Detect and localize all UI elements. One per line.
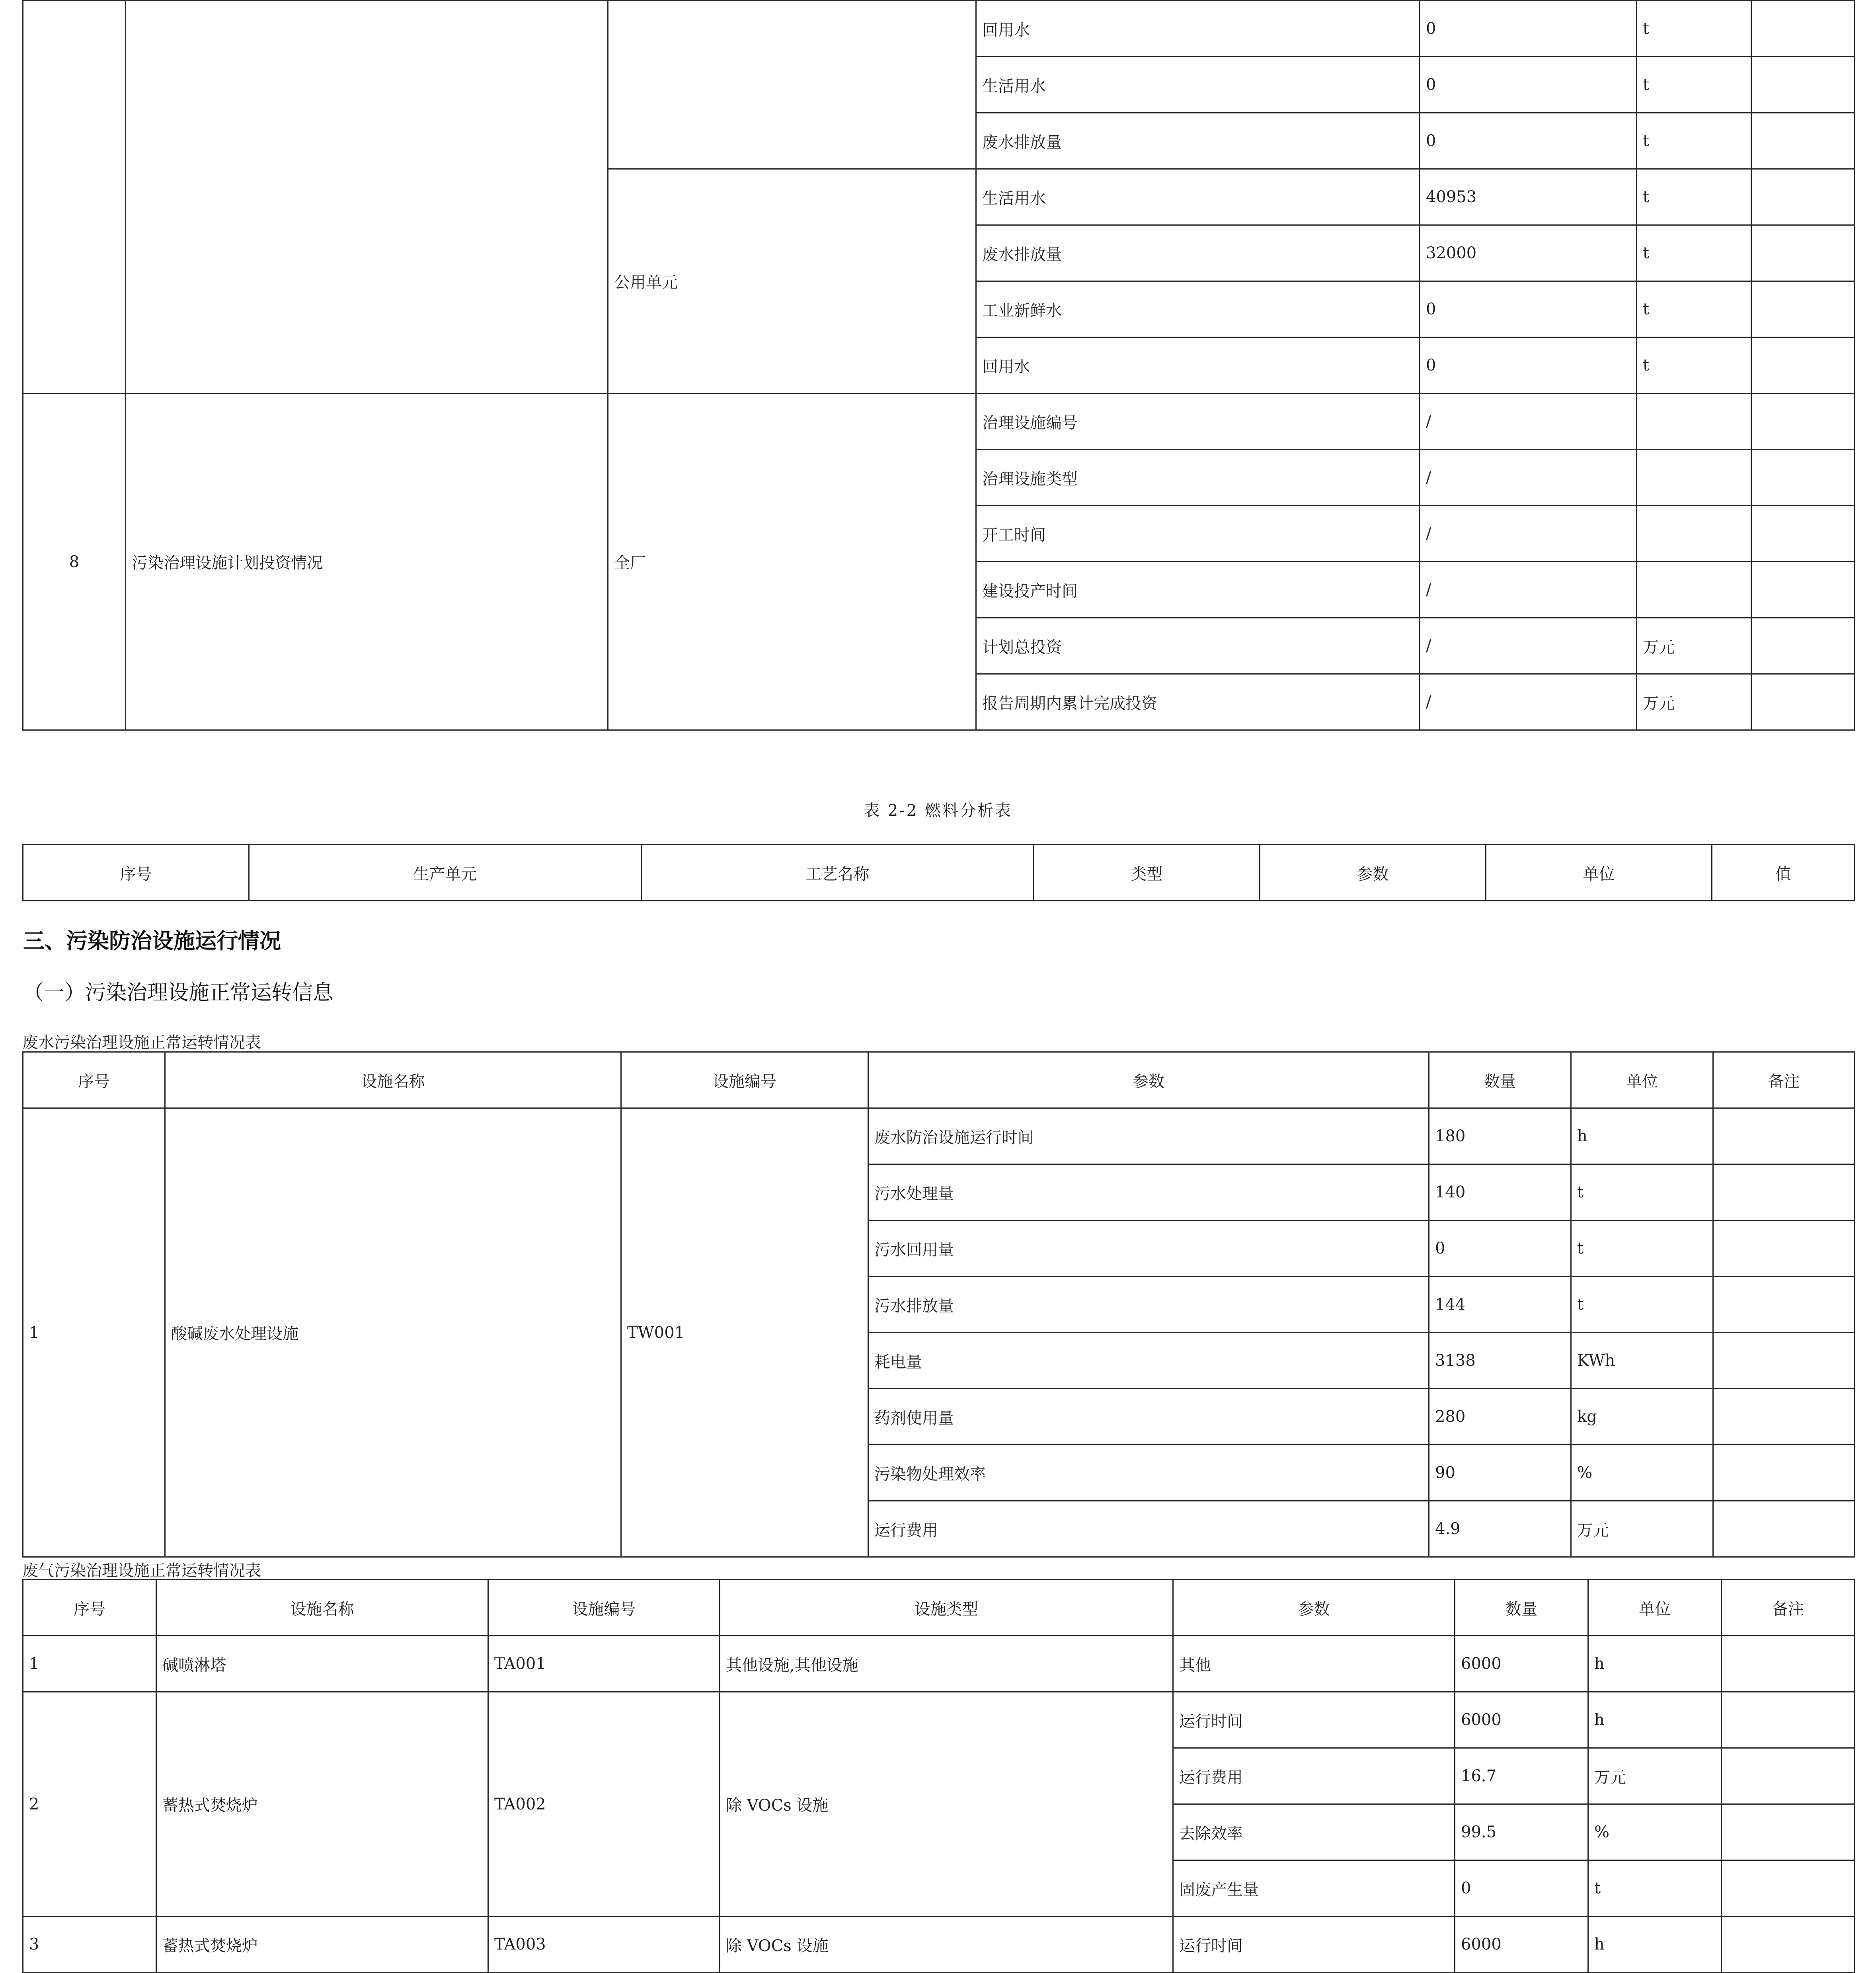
qty-cell: 140 [1429, 1164, 1571, 1220]
seq-cell: 1 [23, 1636, 156, 1692]
column-header: 单位 [1486, 845, 1712, 901]
qty-cell: 0 [1420, 113, 1637, 169]
param-cell: 计划总投资 [976, 618, 1420, 674]
qty-cell: 4.9 [1429, 1501, 1571, 1557]
column-header: 参数 [1173, 1580, 1455, 1636]
unit-value-cell [1637, 506, 1751, 562]
table-row [23, 1916, 1855, 1973]
param-cell: 运行费用 [1173, 1748, 1455, 1804]
column-header: 生产单元 [249, 845, 642, 901]
facility-name-cell: 蓄热式焚烧炉 [156, 1692, 488, 1916]
param-cell: 生活用水 [976, 57, 1420, 113]
column-header: 设施名称 [165, 1052, 621, 1108]
param-cell: 废水排放量 [976, 113, 1420, 169]
qty-cell: 3138 [1429, 1333, 1571, 1389]
column-header: 序号 [23, 1580, 156, 1636]
param-cell: 生活用水 [976, 169, 1420, 225]
remark-cell [1722, 1692, 1855, 1748]
remark-cell [1751, 113, 1855, 169]
column-header: 工艺名称 [642, 845, 1034, 901]
unit-value-cell: t [1637, 57, 1751, 113]
table-row [23, 1636, 1855, 1692]
unit-value-cell: h [1588, 1916, 1722, 1973]
qty-cell: 6000 [1455, 1636, 1588, 1692]
param-cell: 废水排放量 [976, 225, 1420, 281]
unit-value-cell: kg [1571, 1389, 1713, 1445]
param-cell: 开工时间 [976, 506, 1420, 562]
unit-value-cell: % [1588, 1804, 1722, 1860]
qty-cell: / [1420, 394, 1637, 450]
unit-value-cell [1637, 394, 1751, 450]
table-row [23, 1, 1855, 57]
seq-cell: 8 [23, 394, 126, 730]
fuel-table-caption: 表 2-2 燃料分析表 [864, 801, 1012, 820]
unit-value-cell: KWh [1571, 1333, 1713, 1389]
unit-cell: 全厂 [608, 394, 976, 730]
facility-code-cell: TW001 [621, 1108, 868, 1557]
unit-value-cell: h [1571, 1108, 1713, 1164]
unit-value-cell: t [1571, 1277, 1713, 1333]
remark-cell [1713, 1445, 1855, 1501]
remark-cell [1751, 281, 1855, 337]
unit-value-cell: t [1637, 169, 1751, 225]
remark-cell [1713, 1333, 1855, 1389]
unit-value-cell [1637, 562, 1751, 618]
unit-cell [608, 1, 976, 169]
param-cell: 废水防治设施运行时间 [868, 1108, 1429, 1164]
param-cell: 运行时间 [1173, 1916, 1455, 1973]
seq-cell [23, 1, 126, 394]
qty-cell: / [1420, 506, 1637, 562]
facility-name-cell: 蓄热式焚烧炉 [156, 1916, 488, 1973]
seq-cell: 1 [23, 1108, 165, 1557]
remark-cell [1751, 674, 1855, 730]
facility-type-cell: 除 VOCs 设施 [720, 1692, 1173, 1916]
qty-cell: 180 [1429, 1108, 1571, 1164]
param-cell: 报告周期内累计完成投资 [976, 674, 1420, 730]
param-cell: 污水处理量 [868, 1164, 1429, 1220]
table-row [23, 1692, 1855, 1748]
table-row [23, 394, 1855, 450]
param-cell: 污水排放量 [868, 1277, 1429, 1333]
remark-cell [1722, 1860, 1855, 1916]
column-header: 数量 [1429, 1052, 1571, 1108]
remark-cell [1713, 1389, 1855, 1445]
column-header: 序号 [23, 845, 249, 901]
remark-cell [1722, 1916, 1855, 1973]
qty-cell: 16.7 [1455, 1748, 1588, 1804]
remark-cell [1713, 1501, 1855, 1557]
param-cell: 去除效率 [1173, 1804, 1455, 1860]
qty-cell: 0 [1429, 1220, 1571, 1277]
qty-cell: 40953 [1420, 169, 1637, 225]
qty-cell: / [1420, 618, 1637, 674]
remark-cell [1722, 1748, 1855, 1804]
facility-name-cell: 碱喷淋塔 [156, 1636, 488, 1692]
facility-code-cell: TA002 [488, 1692, 720, 1916]
qty-cell: 144 [1429, 1277, 1571, 1333]
column-header: 设施类型 [720, 1580, 1173, 1636]
column-header: 备注 [1713, 1052, 1855, 1108]
facility-code-cell: TA001 [488, 1636, 720, 1692]
remark-cell [1751, 337, 1855, 394]
table-row [23, 1108, 1855, 1164]
remark-cell [1722, 1804, 1855, 1860]
item-name-cell [126, 1, 608, 394]
param-cell: 建设投产时间 [976, 562, 1420, 618]
param-cell: 耗电量 [868, 1333, 1429, 1389]
remark-cell [1713, 1220, 1855, 1277]
item-name-cell: 污染治理设施计划投资情况 [126, 394, 608, 730]
column-header: 设施名称 [156, 1580, 488, 1636]
remark-cell [1722, 1636, 1855, 1692]
remark-cell [1713, 1108, 1855, 1164]
wastegas-facility-table [22, 1579, 1855, 1973]
public-unit-cell: 公用单元 [608, 169, 976, 394]
seq-cell: 3 [23, 1916, 156, 1973]
unit-value-cell: t [1637, 281, 1751, 337]
column-header: 值 [1712, 845, 1855, 901]
param-cell: 污染物处理效率 [868, 1445, 1429, 1501]
remark-cell [1751, 618, 1855, 674]
remark-cell [1751, 394, 1855, 450]
remark-cell [1751, 225, 1855, 281]
param-cell: 药剂使用量 [868, 1389, 1429, 1445]
unit-value-cell [1637, 450, 1751, 506]
param-cell: 治理设施编号 [976, 394, 1420, 450]
qty-cell: / [1420, 674, 1637, 730]
header-row [23, 1580, 1855, 1636]
unit-value-cell: % [1571, 1445, 1713, 1501]
unit-value-cell: t [1571, 1220, 1713, 1277]
remark-cell [1751, 169, 1855, 225]
remark-cell [1713, 1164, 1855, 1220]
param-cell: 污水回用量 [868, 1220, 1429, 1277]
param-cell: 固废产生量 [1173, 1860, 1455, 1916]
column-header: 数量 [1455, 1580, 1588, 1636]
qty-cell: 0 [1420, 337, 1637, 394]
column-header: 类型 [1034, 845, 1260, 901]
qty-cell: 90 [1429, 1445, 1571, 1501]
unit-value-cell: 万元 [1637, 618, 1751, 674]
column-header: 参数 [868, 1052, 1429, 1108]
param-cell: 运行费用 [868, 1501, 1429, 1557]
unit-value-cell: 万元 [1637, 674, 1751, 730]
qty-cell: 6000 [1455, 1916, 1588, 1973]
unit-value-cell: t [1637, 225, 1751, 281]
column-header: 设施编号 [488, 1580, 720, 1636]
remark-cell [1751, 57, 1855, 113]
section-subtitle: （一）污染治理设施正常运转信息 [23, 981, 334, 1005]
qty-cell: 99.5 [1455, 1804, 1588, 1860]
remark-cell [1713, 1277, 1855, 1333]
remark-cell [1751, 450, 1855, 506]
unit-value-cell: 万元 [1588, 1748, 1722, 1804]
qty-cell: 6000 [1455, 1692, 1588, 1748]
remark-cell [1751, 562, 1855, 618]
param-cell: 治理设施类型 [976, 450, 1420, 506]
unit-value-cell: t [1637, 113, 1751, 169]
unit-value-cell: t [1637, 1, 1751, 57]
unit-value-cell: h [1588, 1692, 1722, 1748]
param-cell: 回用水 [976, 337, 1420, 394]
unit-value-cell: h [1588, 1636, 1722, 1692]
remark-cell [1751, 506, 1855, 562]
column-header: 参数 [1260, 845, 1486, 901]
monitoring-table [22, 0, 1855, 731]
qty-cell: / [1420, 450, 1637, 506]
column-header: 备注 [1722, 1580, 1855, 1636]
qty-cell: 32000 [1420, 225, 1637, 281]
column-header: 序号 [23, 1052, 165, 1108]
facility-type-cell: 除 VOCs 设施 [720, 1916, 1173, 1973]
qty-cell: 0 [1420, 1, 1637, 57]
facility-type-cell: 其他设施,其他设施 [720, 1636, 1173, 1692]
param-cell: 工业新鲜水 [976, 281, 1420, 337]
facility-name-cell: 酸碱废水处理设施 [165, 1108, 621, 1557]
qty-cell: 0 [1455, 1860, 1588, 1916]
wastewater-facility-table [22, 1051, 1855, 1558]
unit-value-cell: t [1637, 337, 1751, 394]
unit-value-cell: t [1571, 1164, 1713, 1220]
section-title: 三、污染防治设施运行情况 [23, 928, 281, 953]
column-header: 单位 [1588, 1580, 1722, 1636]
qty-cell: / [1420, 562, 1637, 618]
param-cell: 运行时间 [1173, 1692, 1455, 1748]
unit-value-cell: 万元 [1571, 1501, 1713, 1557]
param-cell: 回用水 [976, 1, 1420, 57]
fuel-analysis-table [22, 844, 1855, 901]
wastegas-table-label: 废气污染治理设施正常运转情况表 [22, 1562, 261, 1580]
qty-cell: 0 [1420, 281, 1637, 337]
header-row [23, 845, 1855, 901]
remark-cell [1751, 1, 1855, 57]
facility-code-cell: TA003 [488, 1916, 720, 1973]
qty-cell: 280 [1429, 1389, 1571, 1445]
unit-value-cell: t [1588, 1860, 1722, 1916]
qty-cell: 0 [1420, 57, 1637, 113]
seq-cell: 2 [23, 1692, 156, 1916]
header-row [23, 1052, 1855, 1108]
column-header: 设施编号 [621, 1052, 868, 1108]
column-header: 单位 [1571, 1052, 1713, 1108]
param-cell: 其他 [1173, 1636, 1455, 1692]
wastewater-table-label: 废水污染治理设施正常运转情况表 [22, 1033, 261, 1052]
